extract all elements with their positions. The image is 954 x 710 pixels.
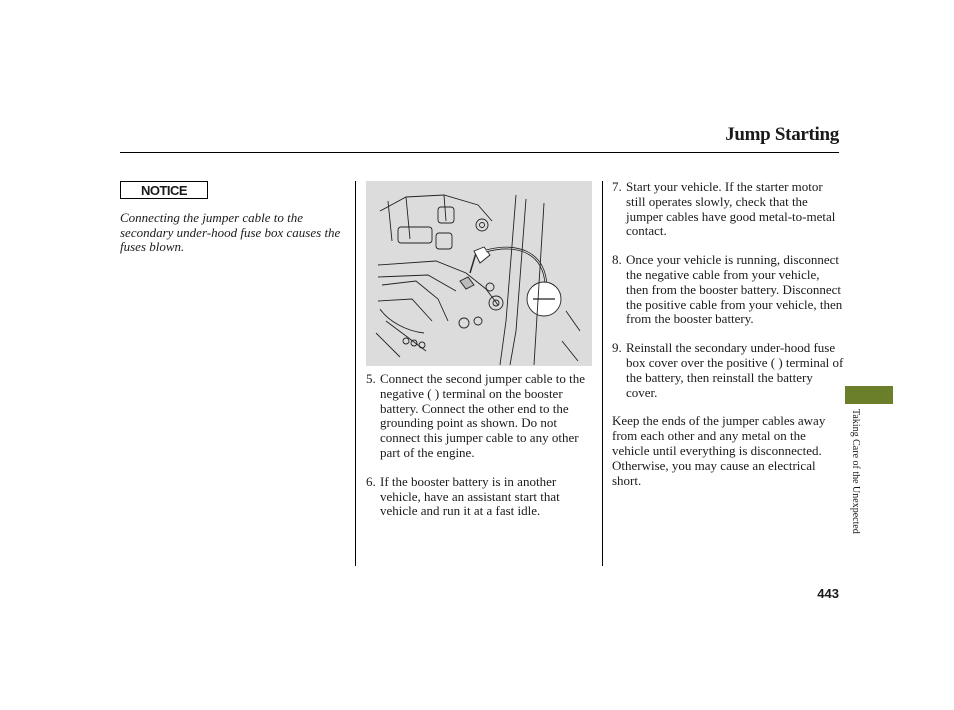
closing-paragraph: Keep the ends of the jumper cables away from each other and any metal on the vehicle until everything is disconnected. Otherwise, you may cause an electrical short. (612, 413, 826, 488)
column-right (612, 180, 844, 488)
notice-badge: NOTICE (120, 181, 208, 199)
step-text: Connect the second jumper cable to the negative ( ) terminal on the booster battery. Connect the other end to the grounding point as shown. Do not connect this jumper cable to any other part of the engine. (380, 371, 586, 460)
step-text: Start your vehicle. If the starter motor still operates slowly, check that the jumper cables have good metal-to-metal contact. (626, 179, 836, 239)
page-number: 443 (817, 586, 839, 601)
step-text: If the booster battery is in another vehicle, have an assistant start that vehicle and run it at a fast idle. (380, 473, 560, 519)
step-6 (366, 475, 598, 519)
step-number: 5. (366, 371, 376, 386)
column-middle (366, 372, 598, 533)
column-divider-right (602, 181, 603, 566)
step-number: 7. (612, 179, 622, 194)
step-text: Reinstall the secondary under-hood fuse box cover over the positive ( ) terminal of the battery, then reinstall the battery cover. (626, 340, 844, 400)
step-text: Once your vehicle is running, disconnect the negative cable from your vehicle, then from the booster battery. Disconnect the positive cable from your vehicle, then from the booster battery. (626, 252, 843, 327)
step-9 (612, 341, 844, 400)
section-tab (845, 386, 893, 404)
notice-text: Connecting the jumper cable to the secondary under-hood fuse box causes the fuses blown. (120, 210, 341, 255)
engine-ground-diagram (366, 181, 592, 366)
step-5 (366, 372, 598, 461)
step-number: 9. (612, 340, 622, 356)
step-8 (612, 253, 844, 327)
header-rule (120, 152, 839, 153)
step-number: 8. (612, 252, 622, 268)
jump-start-illustration (366, 181, 592, 366)
page-title: Jump Starting (725, 124, 839, 145)
step-7 (612, 180, 844, 239)
section-label: Taking Care of the Unexpected (850, 409, 861, 534)
column-divider-left (355, 181, 356, 566)
step-number: 6. (366, 473, 376, 489)
